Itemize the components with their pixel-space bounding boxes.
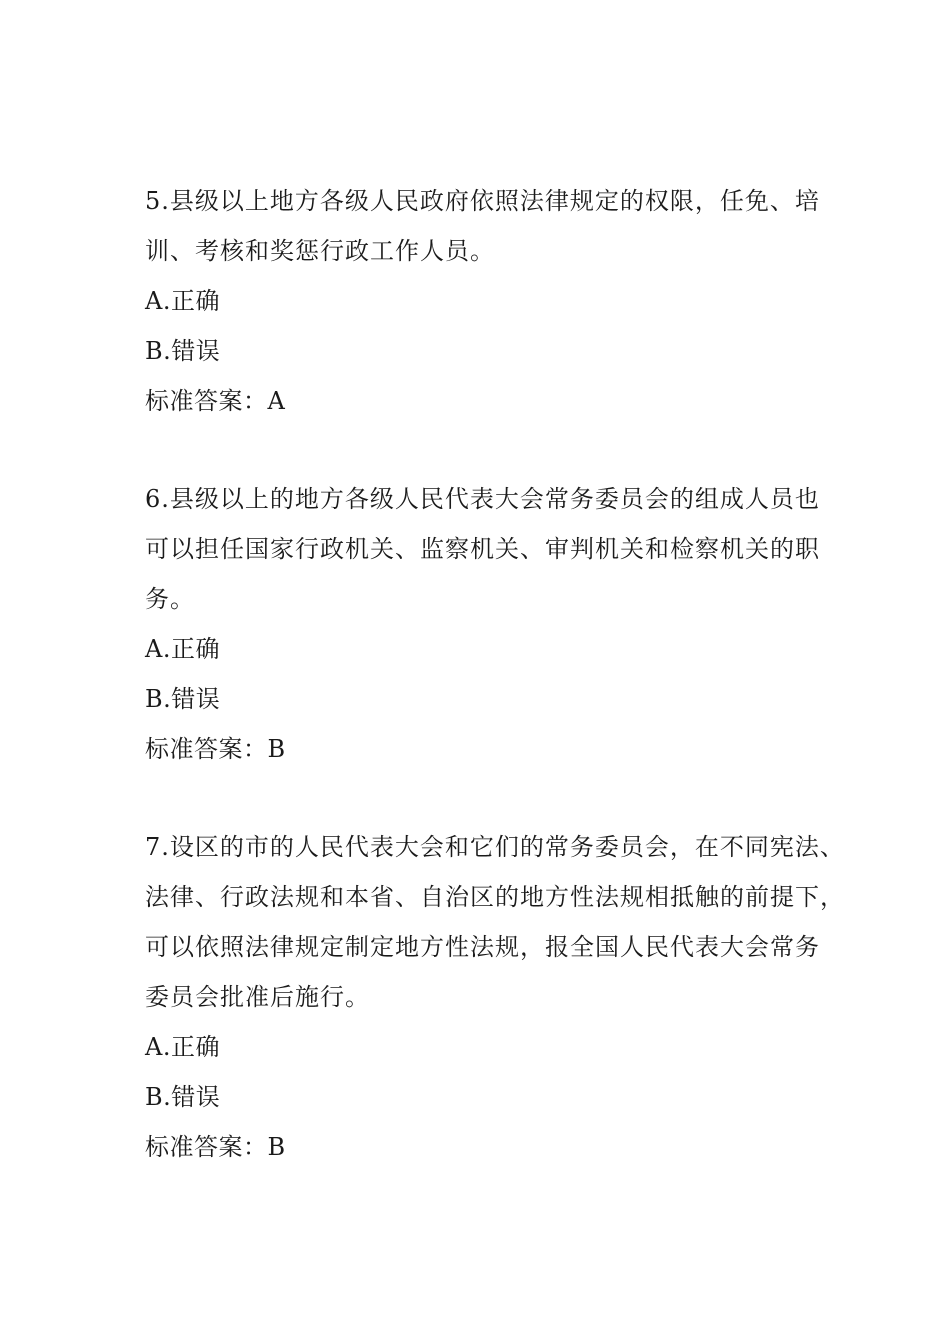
standard-answer: 标准答案：B xyxy=(145,735,286,763)
question-stem-line: 委员会批准后施行。 xyxy=(145,983,370,1011)
question-5 xyxy=(145,176,825,426)
question-stem-line: 7.设区的市的人民代表大会和它们的常务委员会，在不同宪法、 xyxy=(145,833,845,861)
question-6 xyxy=(145,474,825,774)
question-stem-line: 可以担任国家行政机关、监察机关、审判机关和检察机关的职 xyxy=(145,535,820,563)
option-a: A.正确 xyxy=(145,635,220,663)
option-a: A.正确 xyxy=(145,287,220,315)
question-stem-line: 法律、行政法规和本省、自治区的地方性法规相抵触的前提下， xyxy=(145,883,845,911)
question-7 xyxy=(145,822,845,1172)
standard-answer: 标准答案：B xyxy=(145,1133,286,1161)
question-stem-line: 务。 xyxy=(145,585,195,613)
question-stem-line: 6.县级以上的地方各级人民代表大会常务委员会的组成人员也 xyxy=(145,485,820,513)
option-b: B.错误 xyxy=(145,1083,221,1111)
question-stem-line: 可以依照法律规定制定地方性法规，报全国人民代表大会常务 xyxy=(145,933,820,961)
option-b: B.错误 xyxy=(145,337,221,365)
question-stem-line: 训、考核和奖惩行政工作人员。 xyxy=(145,237,495,265)
option-a: A.正确 xyxy=(145,1033,220,1061)
option-b: B.错误 xyxy=(145,685,221,713)
question-stem-line: 5.县级以上地方各级人民政府依照法律规定的权限，任免、培 xyxy=(145,187,820,215)
standard-answer: 标准答案：A xyxy=(145,387,286,415)
